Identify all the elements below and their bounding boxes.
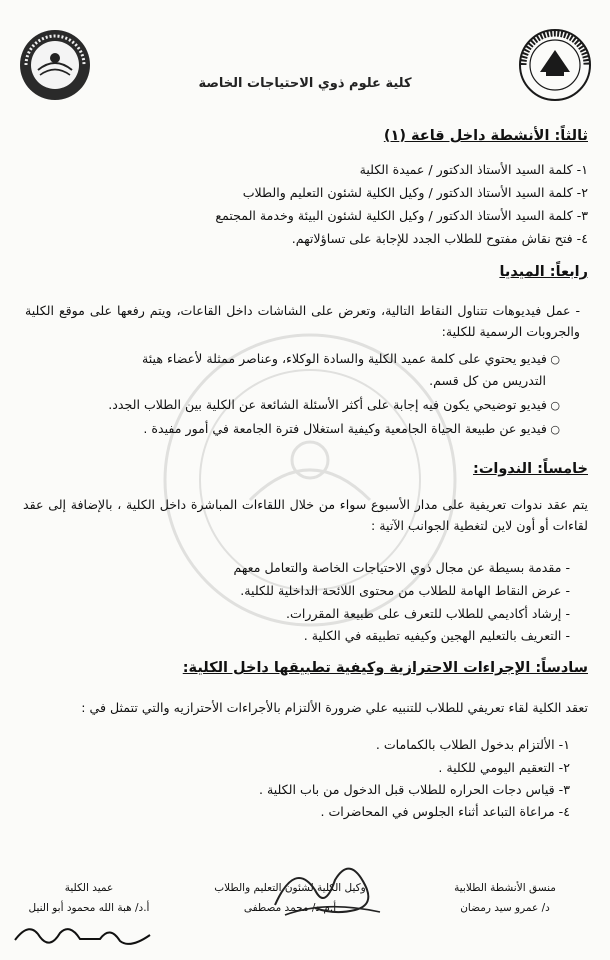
signature-name: أ.م.د/ محمد مصطفى [243, 902, 337, 914]
section-6-intro: تعقد الكلية لقاء تعريفي للطلاب للتنبيه علي ضرورة الألتزام بالأجراءات الأحترازيه والتي تتمثل في : [81, 700, 588, 715]
section-3-heading: ثالثاً: الأنشطة داخل قاعة (١) [383, 128, 588, 144]
dean-signature-icon [10, 915, 160, 955]
section-5-intro: يتم عقد ندوات تعريفية على مدار الأسبوع سواء من خلال اللقاءات المباشرة داخل الكلية ، بالإضافة إلى عقد لقاءات أو أون لاين لتغطية الجوانب الآتية : [23, 497, 588, 533]
faculty-title: كلية علوم ذوي الاحتياجات الخاصة [198, 76, 412, 91]
list-item: ○ فيديو يحتوي على كلمة عميد الكلية والسادة الوكلاء، وعناصر ممثلة لأعضاء هيئة [142, 351, 560, 368]
list-item: ٣- قياس دجات الحراره للطلاب قبل الدخول من باب الكلية . [258, 782, 570, 797]
list-item: ○ فيديو توضيحي يكون فيه إجابة على أكثر الأسئلة الشائعة عن الكلية بين الطلاب الجدد. [108, 397, 560, 414]
list-item: ١- الألتزام بدخول الطلاب بالكمامات . [375, 737, 570, 752]
section-4-heading: رابعاً: الميديا [499, 264, 588, 280]
list-item: ٢- التعقيم اليومي للكلية . [438, 760, 570, 775]
signature-block-dean [14, 882, 164, 914]
signature-role: عميد الكلية [64, 882, 114, 894]
list-item: ٢- كلمة السيد الأستاذ الدكتور / وكيل الكلية لشئون التعليم والطلاب [242, 185, 588, 200]
signature-name: د/ عمرو سيد رمضان [460, 902, 550, 914]
signature-role: وكيل الكلية لشئون التعليم والطلاب [214, 882, 366, 894]
list-item: ○ فيديو عن طبيعة الحياة الجامعية وكيفية استغلال فترة الجامعة في أمور مفيدة . [143, 421, 560, 438]
list-item: - التعريف بالتعليم الهجين وكيفيه تطبيقه في الكلية . [304, 628, 570, 644]
signature-block-coordinator [420, 882, 590, 914]
signature-role: منسق الأنشطة الطلابية [454, 882, 556, 894]
list-item: التدريس من كل قسم. [429, 373, 546, 388]
vice-dean-signature-icon [255, 850, 395, 930]
list-item: - إرشاد أكاديمي للطلاب للتعرف على طبيعة المقررات. [286, 606, 570, 622]
section-6-heading: سادساً: الإجراءات الاحترازية وكيفية تطبيقها داخل الكلية: [182, 660, 588, 676]
section-4-intro: - عمل فيديوهات تتناول النقاط التالية، وتعرض على الشاشات داخل القاعات، ويتم رفعها على موقع الكلية والجروبات الرسمية للكلية: [25, 300, 580, 342]
signature-name: أ.د/ هبة الله محمود أبو النيل [28, 902, 150, 914]
list-item: ٤- فتح نقاش مفتوح للطلاب الجدد للإجابة على تساؤلاتهم. [291, 231, 588, 246]
list-item: - عرض النقاط الهامة للطلاب من محتوى اللائحة الداخلية للكلية. [240, 583, 570, 599]
list-item: ٣- كلمة السيد الأستاذ الدكتور / وكيل الكلية لشئون البيئة وخدمة المجتمع [215, 208, 588, 223]
list-item: ٤- مراعاة التباعد أثناء الجلوس في المحاضرات . [320, 804, 570, 819]
section-5-heading: خامساً: الندوات: [473, 461, 588, 477]
list-item: - مقدمة بسيطة عن مجال ذوي الاحتياجات الخاصة والتعامل معهم [234, 560, 571, 576]
list-item: ١- كلمة السيد الأستاذ الدكتور / عميدة الكلية [359, 162, 588, 177]
